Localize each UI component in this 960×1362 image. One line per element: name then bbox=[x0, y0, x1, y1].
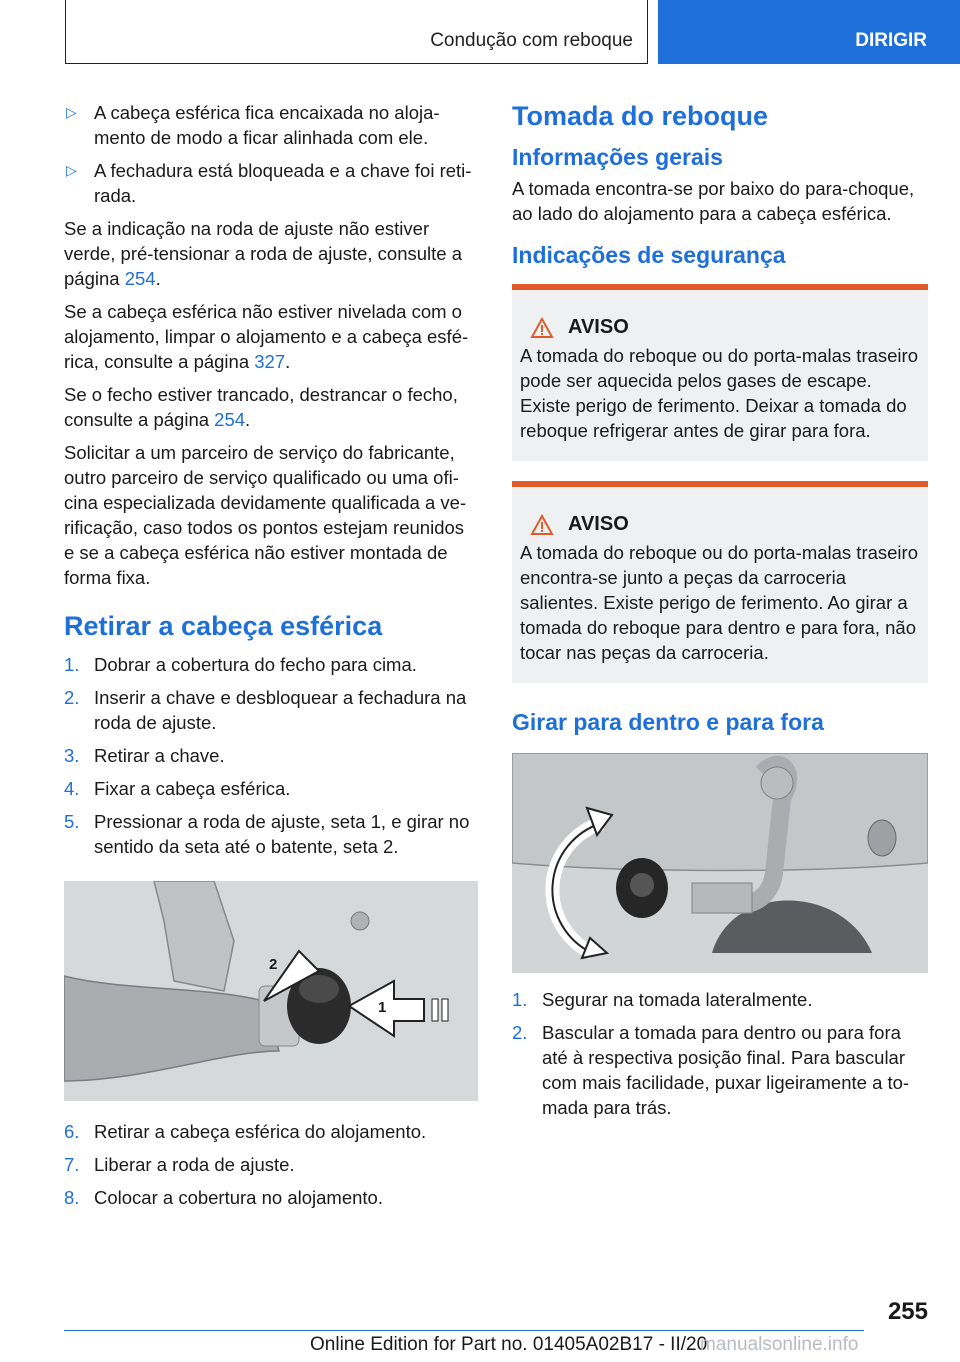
chapter-tab-label: DIRIGIR bbox=[855, 30, 927, 51]
paragraph: Se a cabeça esférica não estiver nivelada com o alojamento, limpar o alojamento e a cabeça esférica, consulte a página 327. bbox=[64, 301, 469, 372]
section-heading: Retirar a cabeça esférica bbox=[64, 611, 383, 641]
step-text: Liberar a roda de ajuste. bbox=[94, 1154, 295, 1175]
step-text: Retirar a cabeça esférica do alojamento. bbox=[94, 1121, 427, 1142]
paragraph-text: Se a indicação na roda de ajuste não estiver verde, pré-tensionar a roda de ajuste, consulte a página bbox=[64, 218, 462, 289]
step-number: 4. bbox=[64, 778, 80, 799]
socket-figure bbox=[512, 753, 928, 973]
paragraph-text: Se o fecho estiver trancado, destrancar o fecho, consulte a página bbox=[64, 384, 458, 430]
step-text: Pressionar a roda de ajuste, seta 1, e girar no sentido da seta até o batente, seta 2. bbox=[94, 811, 470, 857]
page-number: 255 bbox=[887, 1298, 928, 1325]
paragraph: Solicitar a um parceiro de serviço do fabricante, outro parceiro de serviço qualificado ou uma oficina especializada devidamente qualificada a verificação, caso todos os pontos estejam reunidos e se a cabeça esférica não estiver montada de forma fixa. bbox=[64, 442, 467, 588]
page-link[interactable]: 254 bbox=[124, 268, 156, 289]
step-number: 1. bbox=[512, 989, 528, 1010]
watermark: manualsonline.info bbox=[700, 1334, 859, 1355]
step-item bbox=[64, 652, 478, 677]
paragraph: Se o fecho estiver trancado, destrancar o fecho, consulte a página 254. bbox=[64, 384, 458, 430]
list-item-text: A fechadura está bloqueada e a chave foi retirada. bbox=[94, 160, 472, 206]
step-item bbox=[64, 1119, 478, 1144]
triangle-bullet-icon: ▷ bbox=[66, 104, 77, 120]
warning-header bbox=[530, 513, 920, 536]
step-item bbox=[64, 1185, 478, 1210]
arrow-label-1: 1 bbox=[378, 999, 387, 1016]
warning-text: A tomada do reboque ou do porta-malas traseiro encontra-se junto a peças da carroceria salientes. Existe perigo de ferimento. Ao girar a tomada do reboque para dentro e para fora, não tocar nas peças da carroceria. bbox=[520, 542, 918, 663]
tow-ball-illustration bbox=[64, 881, 478, 1101]
step-text: Inserir a chave e desbloquear a fechadura na roda de ajuste. bbox=[94, 687, 467, 733]
warning-triangle-icon bbox=[530, 514, 554, 536]
section-heading: Tomada do reboque bbox=[512, 101, 769, 131]
step-number: 5. bbox=[64, 811, 80, 832]
subsection-heading: Informações gerais bbox=[512, 144, 723, 170]
socket-illustration bbox=[512, 753, 928, 973]
warning-triangle-icon bbox=[530, 317, 554, 339]
warning-text: A tomada do reboque ou do porta-malas traseiro pode ser aquecida pelos gases de escape. Existe perigo de ferimento. Deixar a tomada do reboque refrigerar antes de girar para fora. bbox=[520, 345, 918, 441]
step-item bbox=[64, 743, 478, 768]
step-item bbox=[64, 809, 478, 859]
edition-text: Online Edition for Part no. 01405A02B17 - II/20 bbox=[310, 1334, 708, 1355]
list-item bbox=[64, 158, 478, 208]
step-number: 2. bbox=[64, 687, 80, 708]
subsection-heading: Indicações de segurança bbox=[512, 242, 786, 268]
subsection-heading: Girar para dentro e para fora bbox=[512, 709, 824, 735]
step-item bbox=[512, 987, 928, 1012]
arrow-label-2: 2 bbox=[269, 956, 278, 973]
page-link[interactable]: 254 bbox=[214, 409, 246, 430]
chapter-tab[interactable] bbox=[658, 0, 960, 64]
paragraph-text: Se a cabeça esférica não estiver nivelada com o alojamento, limpar o alojamento e a cabeça esférica, consulte a página bbox=[64, 301, 469, 372]
warning-box bbox=[512, 284, 928, 461]
tow-ball-figure bbox=[64, 881, 478, 1101]
paragraph: Se a indicação na roda de ajuste não estiver verde, pré-tensionar a roda de ajuste, consulte a página 254. bbox=[64, 218, 462, 289]
header-box bbox=[65, 0, 648, 64]
step-item bbox=[64, 776, 478, 801]
step-item bbox=[64, 685, 478, 735]
warning-box bbox=[512, 481, 928, 683]
step-text: Dobrar a cobertura do fecho para cima. bbox=[94, 654, 417, 675]
list-item bbox=[64, 100, 478, 150]
step-text: Segurar na tomada lateralmente. bbox=[542, 989, 813, 1010]
left-column bbox=[64, 100, 478, 1218]
list-item-text: A cabeça esférica fica encaixada no alojamento de modo a ficar alinhada com ele. bbox=[94, 102, 440, 148]
paragraph: A tomada encontra-se por baixo do para-choque, ao lado do alojamento para a cabeça esférica. bbox=[512, 178, 915, 224]
section-title: Condução com reboque bbox=[430, 30, 633, 51]
step-number: 1. bbox=[64, 654, 80, 675]
step-text: Fixar a cabeça esférica. bbox=[94, 778, 291, 799]
step-text: Retirar a chave. bbox=[94, 745, 225, 766]
step-item bbox=[64, 1152, 478, 1177]
step-number: 2. bbox=[512, 1022, 528, 1043]
step-text: Colocar a cobertura no alojamento. bbox=[94, 1187, 383, 1208]
warning-title: AVISO bbox=[568, 316, 629, 338]
step-item bbox=[512, 1020, 928, 1120]
step-number: 7. bbox=[64, 1154, 80, 1175]
step-number: 3. bbox=[64, 745, 80, 766]
right-column bbox=[512, 100, 928, 1128]
step-number: 6. bbox=[64, 1121, 80, 1142]
warning-title: AVISO bbox=[568, 513, 629, 535]
step-number: 8. bbox=[64, 1187, 80, 1208]
footer-divider bbox=[64, 1330, 864, 1331]
step-text: Bascular a tomada para dentro ou para fora até à respectiva posição final. Para bascular com mais facilidade, puxar ligeiramente a tomada para trás. bbox=[542, 1022, 910, 1118]
warning-header bbox=[530, 316, 920, 339]
page-link[interactable]: 327 bbox=[254, 351, 286, 372]
triangle-bullet-icon: ▷ bbox=[66, 162, 77, 178]
